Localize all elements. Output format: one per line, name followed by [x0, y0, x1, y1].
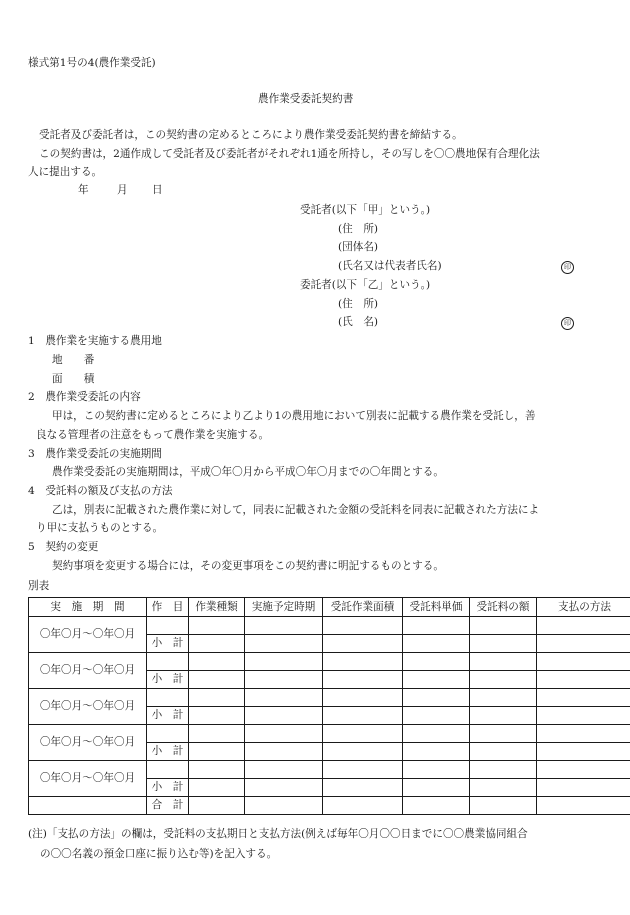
consignor-label: 委託者(以下「乙」という。) [300, 279, 431, 291]
subtotal-cell: 小 計 [147, 743, 189, 761]
subtotal-cell: 小 計 [147, 707, 189, 725]
section-4-line-1: 乙は，別表に記載された農作業に対して，同表に記載された金額の受託料を同表に記載された方法によ [52, 504, 540, 516]
period-cell: 〇年〇月～〇年〇月 [29, 725, 147, 761]
section-2-title: 2 農作業受委託の内容 [28, 391, 141, 403]
header-period: 実 施 期 間 [29, 598, 147, 617]
header-payment: 支払の方法 [537, 598, 630, 617]
document-title: 農作業受委託契約書 [258, 93, 354, 105]
header-amount: 受託料の額 [470, 598, 537, 617]
annex-label: 別表 [28, 580, 50, 592]
section-2-line-1: 甲は，この契約書に定めるところにより乙より1の農用地において別表に記載する農作業を受託し，善 [52, 410, 536, 422]
period-cell: 〇年〇月～〇年〇月 [29, 761, 147, 797]
trustee-seal-mark: 印 [561, 261, 574, 274]
section-2-line-2: 良なる管理者の注意をもって農作業を実施する。 [36, 429, 270, 441]
section-1-title: 1 農作業を実施する農用地 [28, 335, 162, 347]
consignor-seal-mark: 印 [561, 317, 574, 330]
annex-header-row [29, 598, 630, 617]
annex-table [28, 597, 630, 815]
trustee-label: 受託者(以下「甲」という。) [300, 204, 431, 216]
intro-line-3: 人に提出する。 [28, 166, 103, 178]
table-row-total [29, 797, 630, 815]
subtotal-cell: 小 計 [147, 779, 189, 797]
table-row [29, 653, 630, 671]
section-3-title: 3 農作業受委託の実施期間 [28, 448, 162, 460]
header-unit-price: 受託料単価 [403, 598, 470, 617]
section-5-line-1: 契約事項を変更する場合には，その変更事項をこの契約書に明記するものとする。 [52, 560, 444, 572]
section-5-title: 5 契約の変更 [28, 541, 99, 553]
section-4-title: 4 受託料の額及び支払の方法 [28, 485, 173, 497]
table-row [29, 617, 630, 635]
section-1-area: 面 積 [52, 373, 95, 385]
date-year: 年 [78, 184, 89, 196]
trustee-organization: (団体名) [338, 241, 379, 253]
table-row [29, 689, 630, 707]
section-1-lot: 地 番 [52, 354, 95, 366]
table-row [29, 725, 630, 743]
header-crop: 作 目 [147, 598, 189, 617]
header-schedule: 実施予定時期 [245, 598, 323, 617]
form-label: 様式第1号の4(農作業受託) [28, 57, 156, 69]
intro-line-1: 受託者及び委託者は，この契約書の定めるところにより農作業受委託契約書を締結する。 [39, 129, 463, 141]
consignor-address: (住 所) [338, 298, 379, 310]
subtotal-cell: 小 計 [147, 635, 189, 653]
period-cell: 〇年〇月～〇年〇月 [29, 617, 147, 653]
intro-line-2: この契約書は，2通作成して受託者及び委託者がそれぞれ1通を所持し，その写しを〇〇農地保有合理化法 [39, 148, 540, 160]
date-day: 日 [152, 184, 163, 196]
trustee-representative: (氏名又は代表者氏名) [338, 260, 442, 272]
period-cell: 〇年〇月～〇年〇月 [29, 653, 147, 689]
trustee-address: (住 所) [338, 223, 379, 235]
section-4-line-2: り甲に支払うものとする。 [36, 522, 164, 534]
consignor-name: (氏 名) [338, 316, 379, 328]
period-cell: 〇年〇月～〇年〇月 [29, 689, 147, 725]
header-work-type: 作業種類 [189, 598, 245, 617]
header-area: 受託作業面積 [323, 598, 403, 617]
total-cell: 合 計 [147, 797, 189, 815]
note-line-1: (注)「支払の方法」の欄は，受託料の支払期日と支払方法(例えば毎年〇月〇〇日までに〇〇農業協同組合 [28, 828, 528, 840]
subtotal-cell: 小 計 [147, 671, 189, 689]
section-3-line-1: 農作業受委託の実施期間は，平成〇年〇月から平成〇年〇月までの〇年間とする。 [52, 466, 444, 478]
table-row [29, 761, 630, 779]
date-month: 月 [117, 184, 128, 196]
note-line-2: の〇〇名義の預金口座に振り込む等)を記入する。 [40, 848, 278, 860]
